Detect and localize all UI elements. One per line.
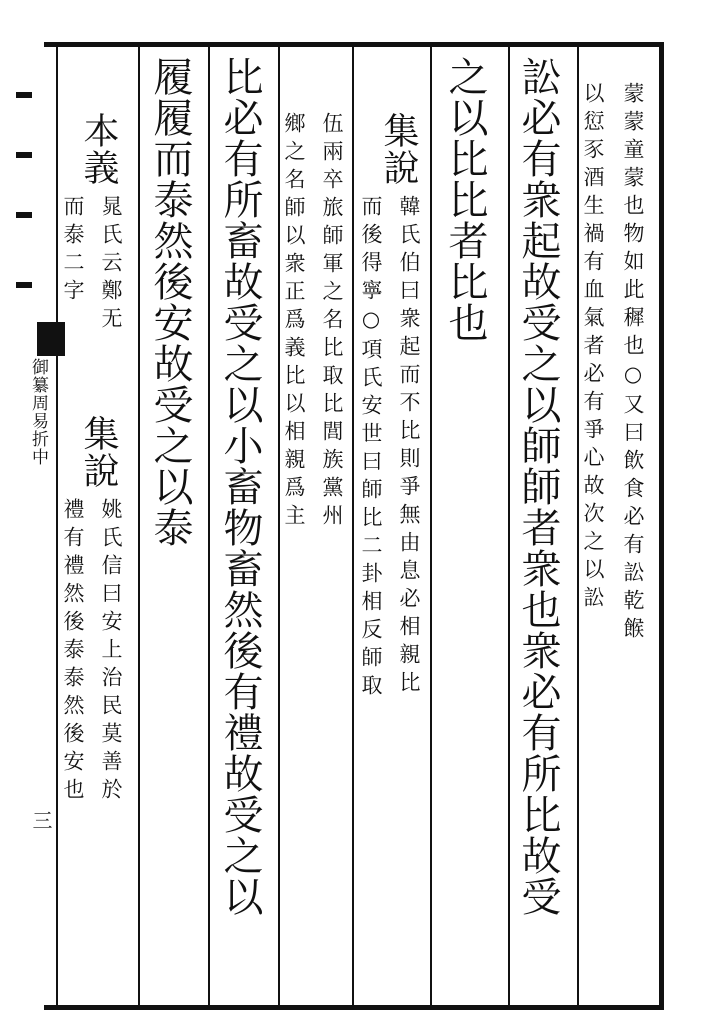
column-rule (352, 46, 354, 1007)
commentary-column: 晁氏云鄭无 (99, 195, 123, 335)
commentary-column: 鄉之名師以衆正爲義比以相親爲主 (282, 112, 306, 532)
column-rule (56, 46, 58, 1007)
column-rule (577, 46, 579, 1007)
margin-mark (16, 212, 32, 218)
commentary-column: 韓氏伯曰衆起而不比則爭無由息必相親比 (397, 195, 421, 699)
main-text-column: 比必有所畜故受之以小畜物畜然後有禮故受之以 (217, 56, 263, 917)
collected-commentary-tag: 集說 (378, 112, 419, 186)
book-title: 御纂周易折中 (28, 358, 48, 466)
column-rule (138, 46, 140, 1007)
column-rule (430, 46, 432, 1007)
margin-mark (16, 152, 32, 158)
text-frame (44, 42, 664, 1010)
commentary-column: 姚氏信曰安上治民莫善於 (99, 498, 123, 806)
commentary-column: 以愆豕酒生禍有血氣者必有爭心故次之以訟 (581, 82, 605, 614)
column-rule (508, 46, 510, 1007)
commentary-column: 蒙蒙童蒙也物如此穉也○又曰飲食必有訟乾餱 (621, 82, 645, 645)
commentary-column: 而後得寧○項氏安世曰師比二卦相反師取 (359, 195, 383, 702)
main-text-column: 履履而泰然後安故受之以泰 (147, 56, 193, 548)
main-text-column: 訟必有衆起故受之以師師者衆也衆必有所比故受 (515, 56, 561, 917)
margin-mark (16, 282, 32, 288)
collected-commentary-tag: 集說 (78, 415, 119, 489)
page-number: 三 (29, 810, 53, 830)
column-rule (208, 46, 210, 1007)
column-rule (278, 46, 280, 1007)
commentary-column: 而泰二字 (61, 195, 85, 307)
commentary-column: 伍兩卒旅師軍之名比取比閭族黨州 (320, 112, 344, 532)
page-margin-strip (0, 44, 48, 1009)
commentary-column: 禮有禮然後泰泰然後安也 (61, 498, 85, 806)
main-text-column: 之以比比者比也 (442, 56, 488, 343)
original-meaning-tag: 本義 (78, 112, 119, 186)
margin-mark (16, 92, 32, 98)
